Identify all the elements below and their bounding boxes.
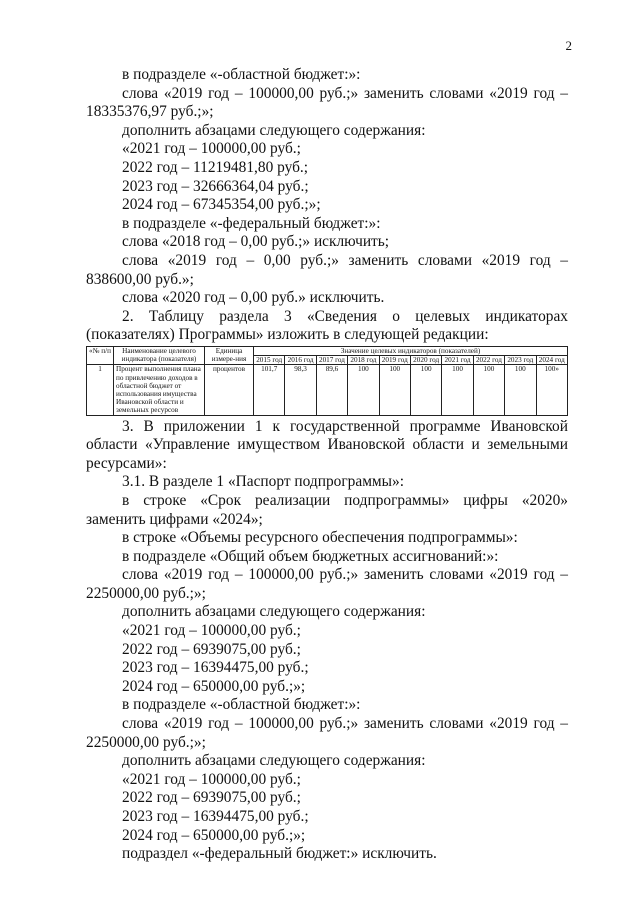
paragraph: 2022 год – 6939075,00 руб.; xyxy=(122,640,301,658)
paragraph: в подразделе «Общий объем бюджетных ассигнований:»: xyxy=(122,547,499,565)
row-value: 100 xyxy=(505,365,536,415)
row-unit: процентов xyxy=(205,365,254,415)
paragraph: «2021 год – 100000,00 руб.; xyxy=(122,140,301,158)
paragraph: «2021 год – 100000,00 руб.; xyxy=(122,770,301,788)
paragraph: слова «2019 год – 0,00 руб.;» заменить словами «2019 год – 838600,00 руб.»; xyxy=(86,251,568,288)
paragraph: 2024 год – 650000,00 руб.;»; xyxy=(122,677,306,695)
header-indicator-name: Наименование целевого индикатора (показателя) xyxy=(114,346,205,364)
paragraph: в строке «Объемы ресурсного обеспечения подпрограммы»: xyxy=(122,529,518,547)
paragraphs-block-1 xyxy=(86,66,568,345)
paragraph: дополнить абзацами следующего содержания: xyxy=(122,752,426,770)
paragraph: в подразделе «-федеральный бюджет:»: xyxy=(122,214,381,232)
header-year: 2015 год xyxy=(254,356,285,365)
table-header-row xyxy=(87,346,568,355)
row-value: 100 xyxy=(348,365,379,415)
paragraph: 2023 год – 16394475,00 руб.; xyxy=(122,808,309,825)
paragraph: 2023 год – 32666364,04 руб.; xyxy=(122,177,309,195)
header-year: 2021 год xyxy=(442,356,473,365)
header-year: 2016 год xyxy=(285,356,316,365)
table-row xyxy=(87,365,568,415)
row-number: 1 xyxy=(87,365,114,415)
page-number: 2 xyxy=(565,38,572,53)
paragraph: 2023 год – 16394475,00 руб.; xyxy=(122,659,309,677)
paragraph: 3. В приложении 1 к государственной программе Ивановской области «Управление имуществом Ивановской области и земельными ресурсами»: xyxy=(86,417,568,472)
header-year: 2019 год xyxy=(379,356,410,365)
paragraph: 3.1. В разделе 1 «Паспорт подпрограммы»: xyxy=(122,473,404,491)
row-value: 100 xyxy=(410,365,441,415)
row-value: 89,6 xyxy=(316,365,347,415)
indicators-table xyxy=(86,346,568,416)
paragraph: в строке «Срок реализации подпрограммы» цифры «2020» заменить цифрами «2024»; xyxy=(86,491,568,528)
paragraph: слова «2019 год – 100000,00 руб.;» заменить словами «2019 год – 2250000,00 руб.;»; xyxy=(86,715,568,751)
paragraph: 2024 год – 650000,00 руб.;»; xyxy=(122,826,306,844)
header-number: «№ п/п xyxy=(87,346,114,364)
paragraph: слова «2019 год – 100000,00 руб.;» заменить словами «2019 год – 18335376,97 руб.;»; xyxy=(86,84,568,121)
header-values: Значение целевых индикаторов (показателей) xyxy=(254,346,568,355)
paragraph: слова «2018 год – 0,00 руб.;» исключить; xyxy=(122,233,390,251)
paragraph: в подразделе «-областной бюджет:»: xyxy=(122,696,361,714)
row-value: 98,3 xyxy=(285,365,316,415)
paragraph: 2024 год – 67345354,00 руб.;»; xyxy=(122,196,321,214)
document-body xyxy=(86,66,568,864)
paragraph: слова «2020 год – 0,00 руб.» исключить. xyxy=(122,289,385,307)
header-year: 2017 год xyxy=(316,356,347,365)
row-value: 100 xyxy=(379,365,410,415)
row-indicator-name: Процент выполнения плана по привлечению доходов в областной бюджет от использования имущества Ивановской области и земельных ресурсов xyxy=(114,365,205,415)
header-year: 2024 год xyxy=(536,356,567,365)
header-year: 2020 год xyxy=(410,356,441,365)
header-year: 2023 год xyxy=(505,356,536,365)
row-value: 100 xyxy=(473,365,504,415)
paragraph: «2021 год – 100000,00 руб.; xyxy=(122,622,301,640)
paragraph: в подразделе «-областной бюджет:»: xyxy=(122,66,361,83)
header-year: 2022 год xyxy=(473,356,504,365)
paragraph: слова «2019 год – 100000,00 руб.;» заменить словами «2019 год – 2250000,00 руб.;»; xyxy=(86,566,568,602)
paragraph: дополнить абзацами следующего содержания: xyxy=(122,603,426,621)
paragraph: дополнить абзацами следующего содержания: xyxy=(122,121,426,139)
row-value: 100» xyxy=(536,365,567,415)
paragraph: 2022 год – 11219481,80 руб.; xyxy=(122,158,309,176)
header-year: 2018 год xyxy=(348,356,379,365)
header-unit: Единица измере-ния xyxy=(205,346,254,364)
row-value: 101,7 xyxy=(254,365,285,415)
paragraph: 2022 год – 6939075,00 руб.; xyxy=(122,789,301,807)
row-value: 100 xyxy=(442,365,473,415)
paragraph: подраздел «-федеральный бюджет:» исключить. xyxy=(122,845,437,863)
paragraph: 2. Таблицу раздела 3 «Сведения о целевых индикаторах (показателях) Программы» изложить в следующей редакции: xyxy=(86,307,568,344)
paragraphs-block-2 xyxy=(86,418,568,864)
